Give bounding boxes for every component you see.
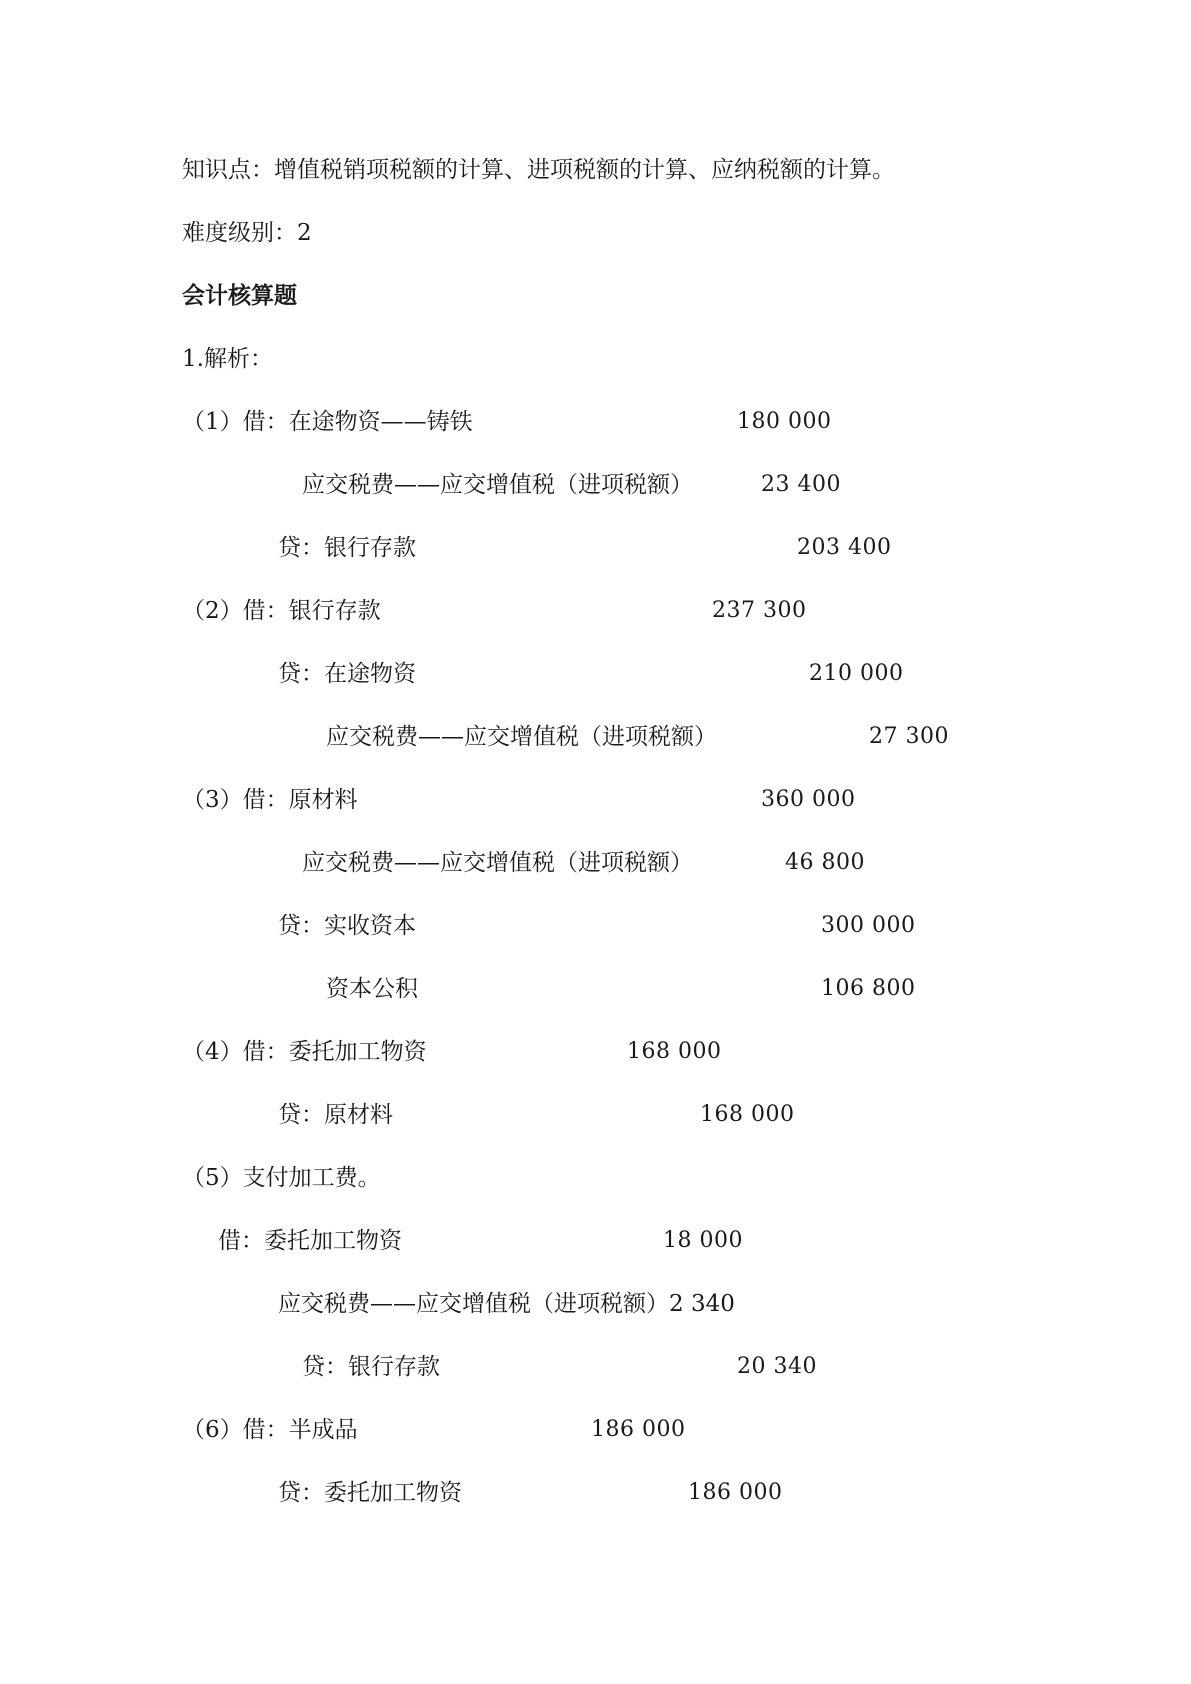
entry-1-debit-amount: 180 000 (737, 409, 832, 434)
section-heading: 会计核算题 (182, 283, 297, 309)
entry-6-debit-amount: 186 000 (591, 1417, 686, 1442)
entry-2-credit-amount-2: 27 300 (869, 724, 949, 749)
entry-3-debit-amount-2: 46 800 (785, 850, 865, 875)
entry-1-debit-line: （1）借：在途物资——铸铁 (182, 409, 473, 435)
difficulty-level: 难度级别：2 (182, 220, 312, 246)
entry-5-credit-amount: 20 340 (737, 1354, 817, 1379)
entry-2-credit-line-2: 应交税费——应交增值税（进项税额） (326, 724, 717, 750)
entry-3-debit-amount: 360 000 (761, 787, 856, 812)
entry-4-debit-line: （4）借：委托加工物资 (182, 1039, 427, 1065)
entry-2-debit-line: （2）借：银行存款 (182, 598, 381, 624)
entry-5-description: （5）支付加工费。 (182, 1165, 381, 1191)
entry-2-credit-amount: 210 000 (809, 661, 904, 686)
entry-1-debit-line-2: 应交税费——应交增值税（进项税额） (302, 472, 693, 498)
entry-1-credit-amount: 203 400 (797, 535, 892, 560)
analysis-label: 1.解析： (182, 346, 273, 372)
entry-5-credit-line: 贷：银行存款 (302, 1354, 440, 1380)
entry-2-credit-line: 贷：在途物资 (278, 661, 416, 687)
entry-6-credit-amount: 186 000 (688, 1480, 783, 1505)
entry-3-credit-amount: 300 000 (821, 913, 916, 938)
entry-1-credit-line: 贷：银行存款 (278, 535, 416, 561)
entry-4-debit-amount: 168 000 (627, 1039, 722, 1064)
entry-5-debit-line-2: 应交税费——应交增值税（进项税额）2 340 (278, 1291, 735, 1317)
entry-2-debit-amount: 237 300 (712, 598, 807, 623)
entry-3-debit-line: （3）借：原材料 (182, 787, 358, 813)
entry-4-credit-line: 贷：原材料 (278, 1102, 393, 1128)
entry-3-credit-amount-2: 106 800 (821, 976, 916, 1001)
entry-3-debit-line-2: 应交税费——应交增值税（进项税额） (302, 850, 693, 876)
entry-6-credit-line: 贷：委托加工物资 (278, 1480, 462, 1506)
entry-6-debit-line: （6）借：半成品 (182, 1417, 358, 1443)
entry-1-debit-amount-2: 23 400 (761, 472, 841, 497)
entry-5-debit-line: 借：委托加工物资 (218, 1228, 402, 1254)
entry-5-debit-amount: 18 000 (663, 1228, 743, 1253)
entry-3-credit-line: 贷：实收资本 (278, 913, 416, 939)
entry-3-credit-line-2: 资本公积 (326, 976, 418, 1002)
entry-4-credit-amount: 168 000 (700, 1102, 795, 1127)
knowledge-points: 知识点：增值税销项税额的计算、进项税额的计算、应纳税额的计算。 (182, 157, 895, 183)
